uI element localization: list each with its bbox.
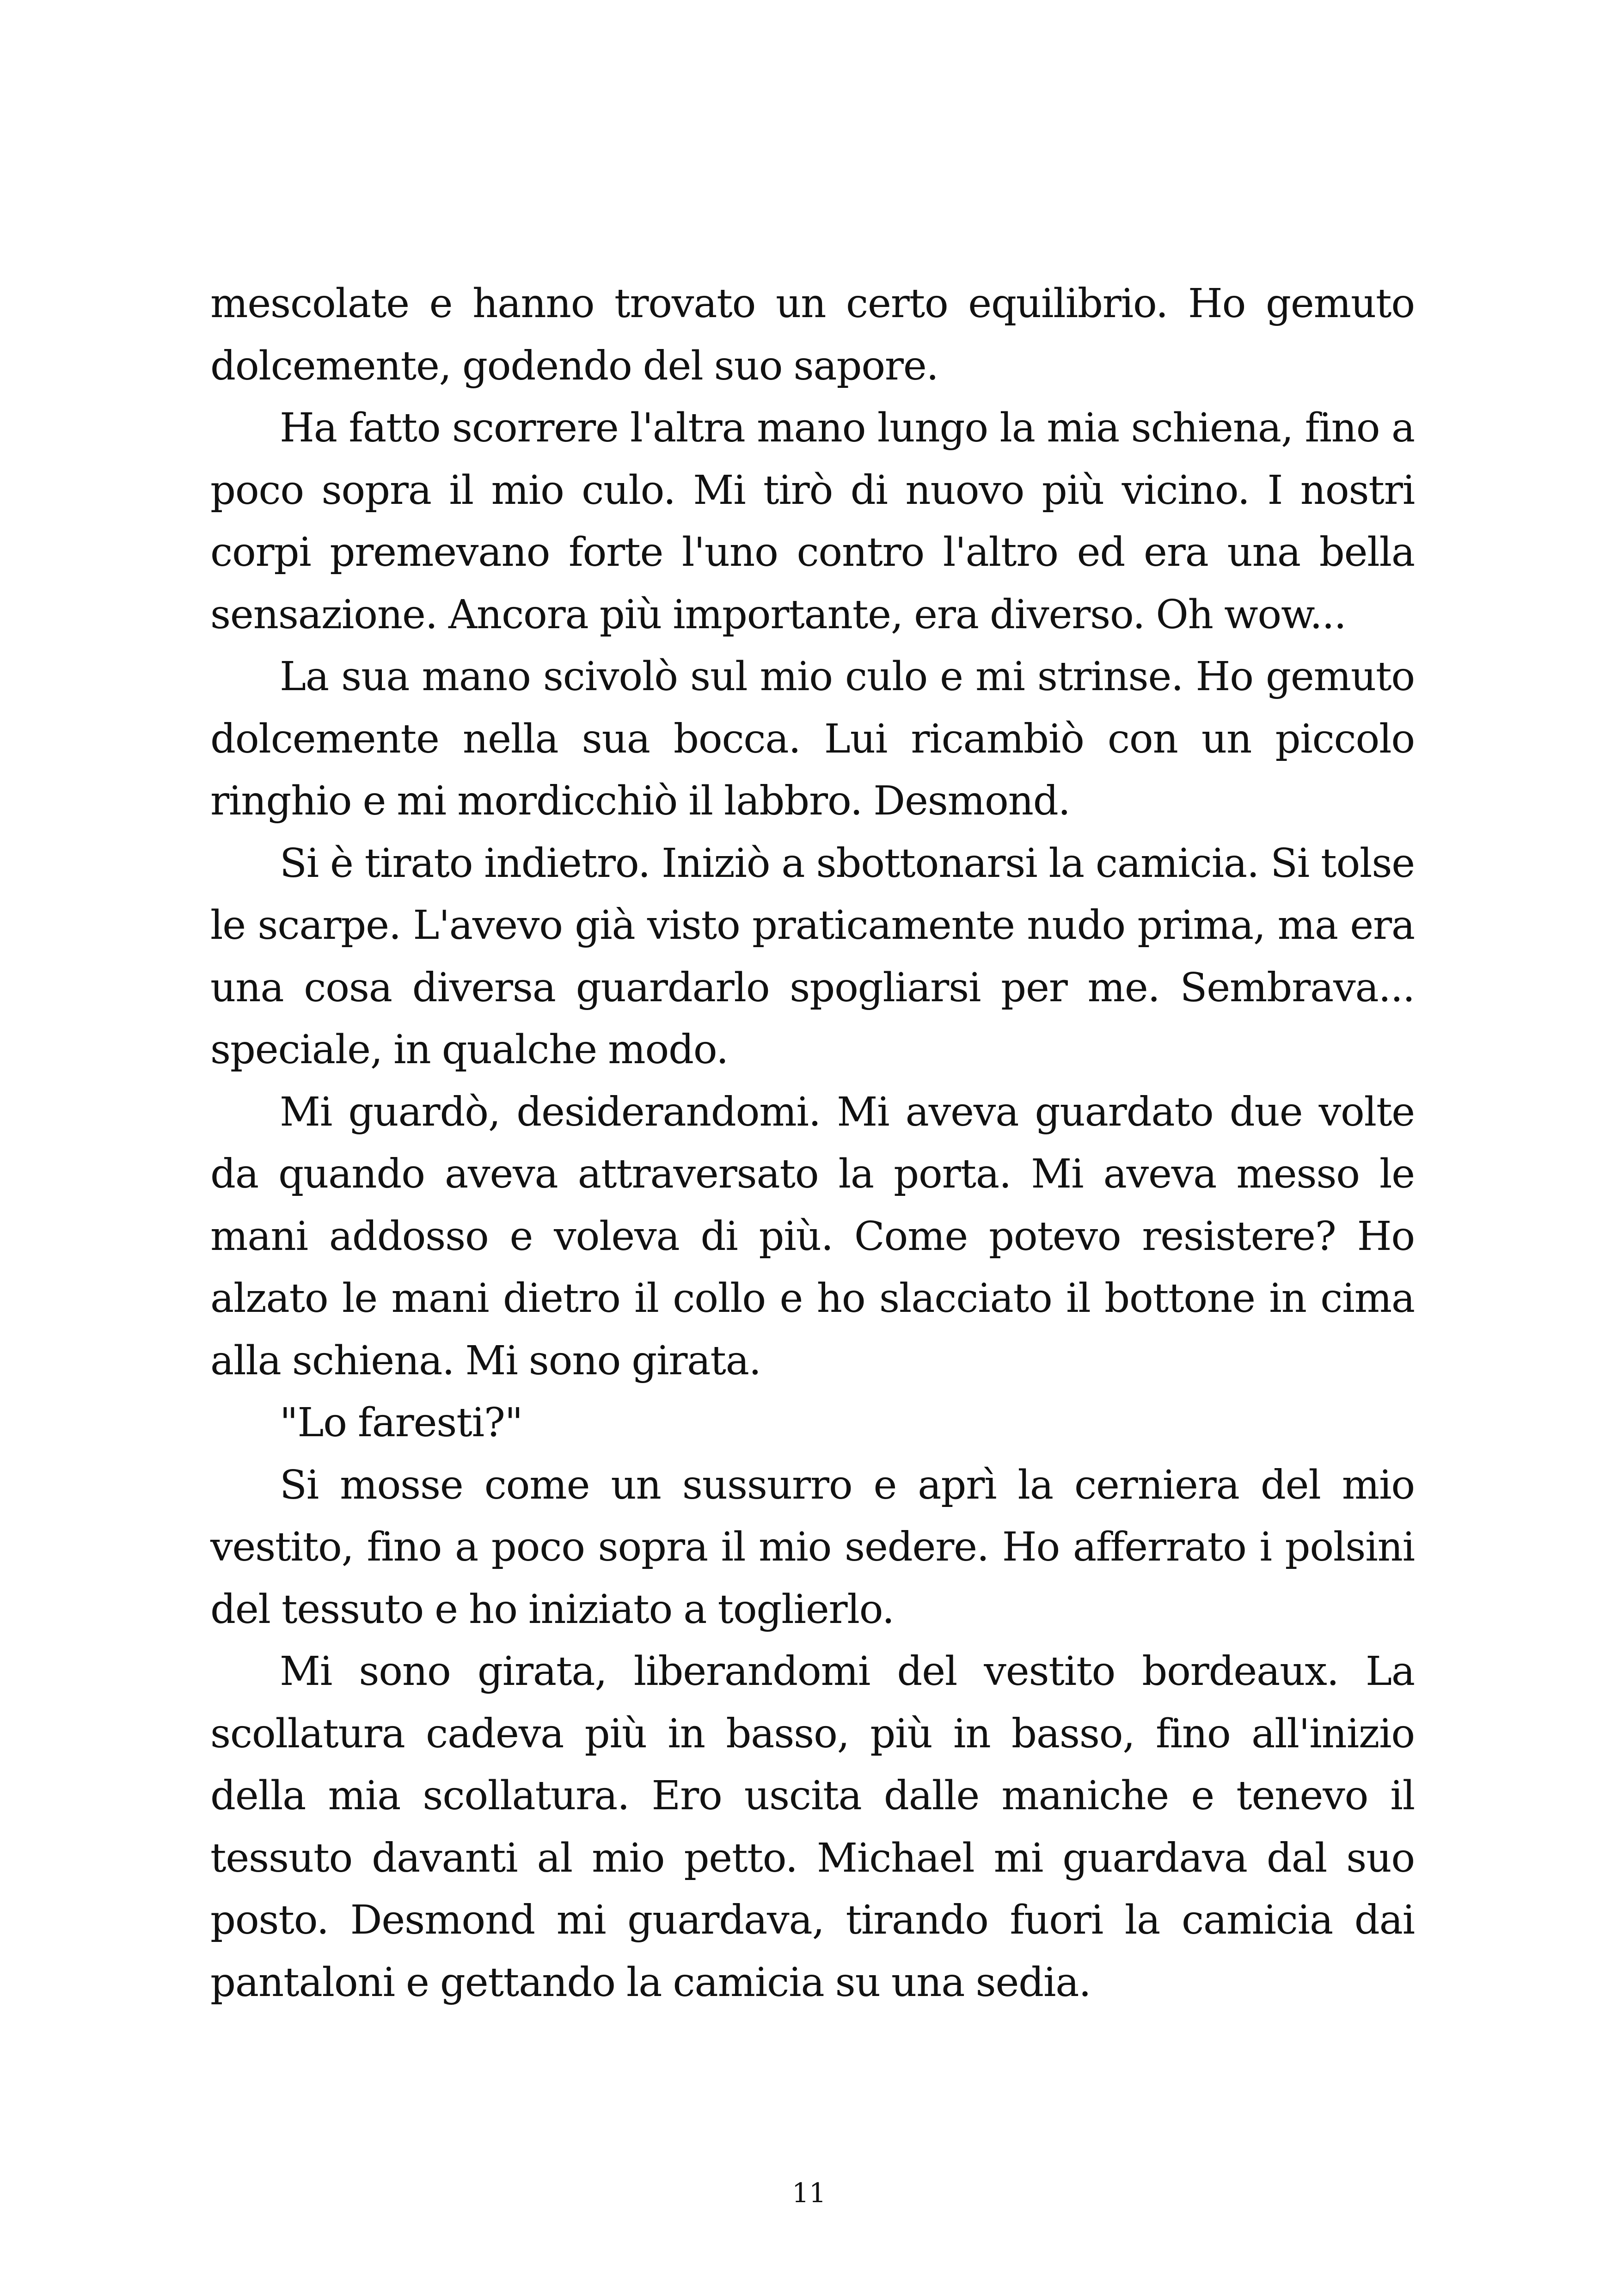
paragraph: Mi sono girata, liberandomi del vestito bordeaux. La scollatura cadeva più in basso, più in basso, fino all'inizio della mia scollatura. Ero uscita dalle maniche e tenevo il tessuto davanti al mio petto. Michael mi guardava dal suo posto. Desmond mi guardava, tirando fuori la camicia dai pantaloni e gettando la camicia su una sedia. <box>210 1648 1415 2006</box>
paragraph: "Lo faresti?" <box>280 1400 523 1446</box>
paragraph: Mi guardò, desiderandomi. Mi aveva guardato due volte da quando aveva attraversato la porta. Mi aveva messo le mani addosso e voleva di più. Come potevo resistere? Ho alzato le mani dietro il collo e ho slacciato il bottone in cima alla schiena. Mi sono girata. <box>210 1089 1415 1384</box>
paragraph: Ha fatto scorrere l'altra mano lungo la mia schiena, fino a poco sopra il mio culo. Mi tirò di nuovo più vicino. I nostri corpi premevano forte l'uno contro l'altro ed era una bella sensazione. Ancora più importante, era diverso. Oh wow... <box>210 405 1415 638</box>
paragraph: mescolate e hanno trovato un certo equilibrio. Ho gemuto dolcemente, godendo del suo sapore. <box>210 281 1415 389</box>
paragraph: Si è tirato indietro. Iniziò a sbottonarsi la camicia. Si tolse le scarpe. L'avevo già visto praticamente nudo prima, ma era una cosa diversa guardarlo spogliarsi per me. Sembrava... speciale, in qualche modo. <box>210 840 1415 1073</box>
page-number: 11 <box>792 2177 826 2209</box>
body-text <box>210 273 1415 2014</box>
paragraph: Si mosse come un sussurro e aprì la cerniera del mio vestito, fino a poco sopra il mio sedere. Ho afferrato i polsini del tessuto e ho iniziato a toglierlo. <box>210 1462 1415 1633</box>
paragraph: La sua mano scivolò sul mio culo e mi strinse. Ho gemuto dolcemente nella sua bocca. Lui ricambiò con un piccolo ringhio e mi mordicchiò il labbro. Desmond. <box>210 654 1415 824</box>
